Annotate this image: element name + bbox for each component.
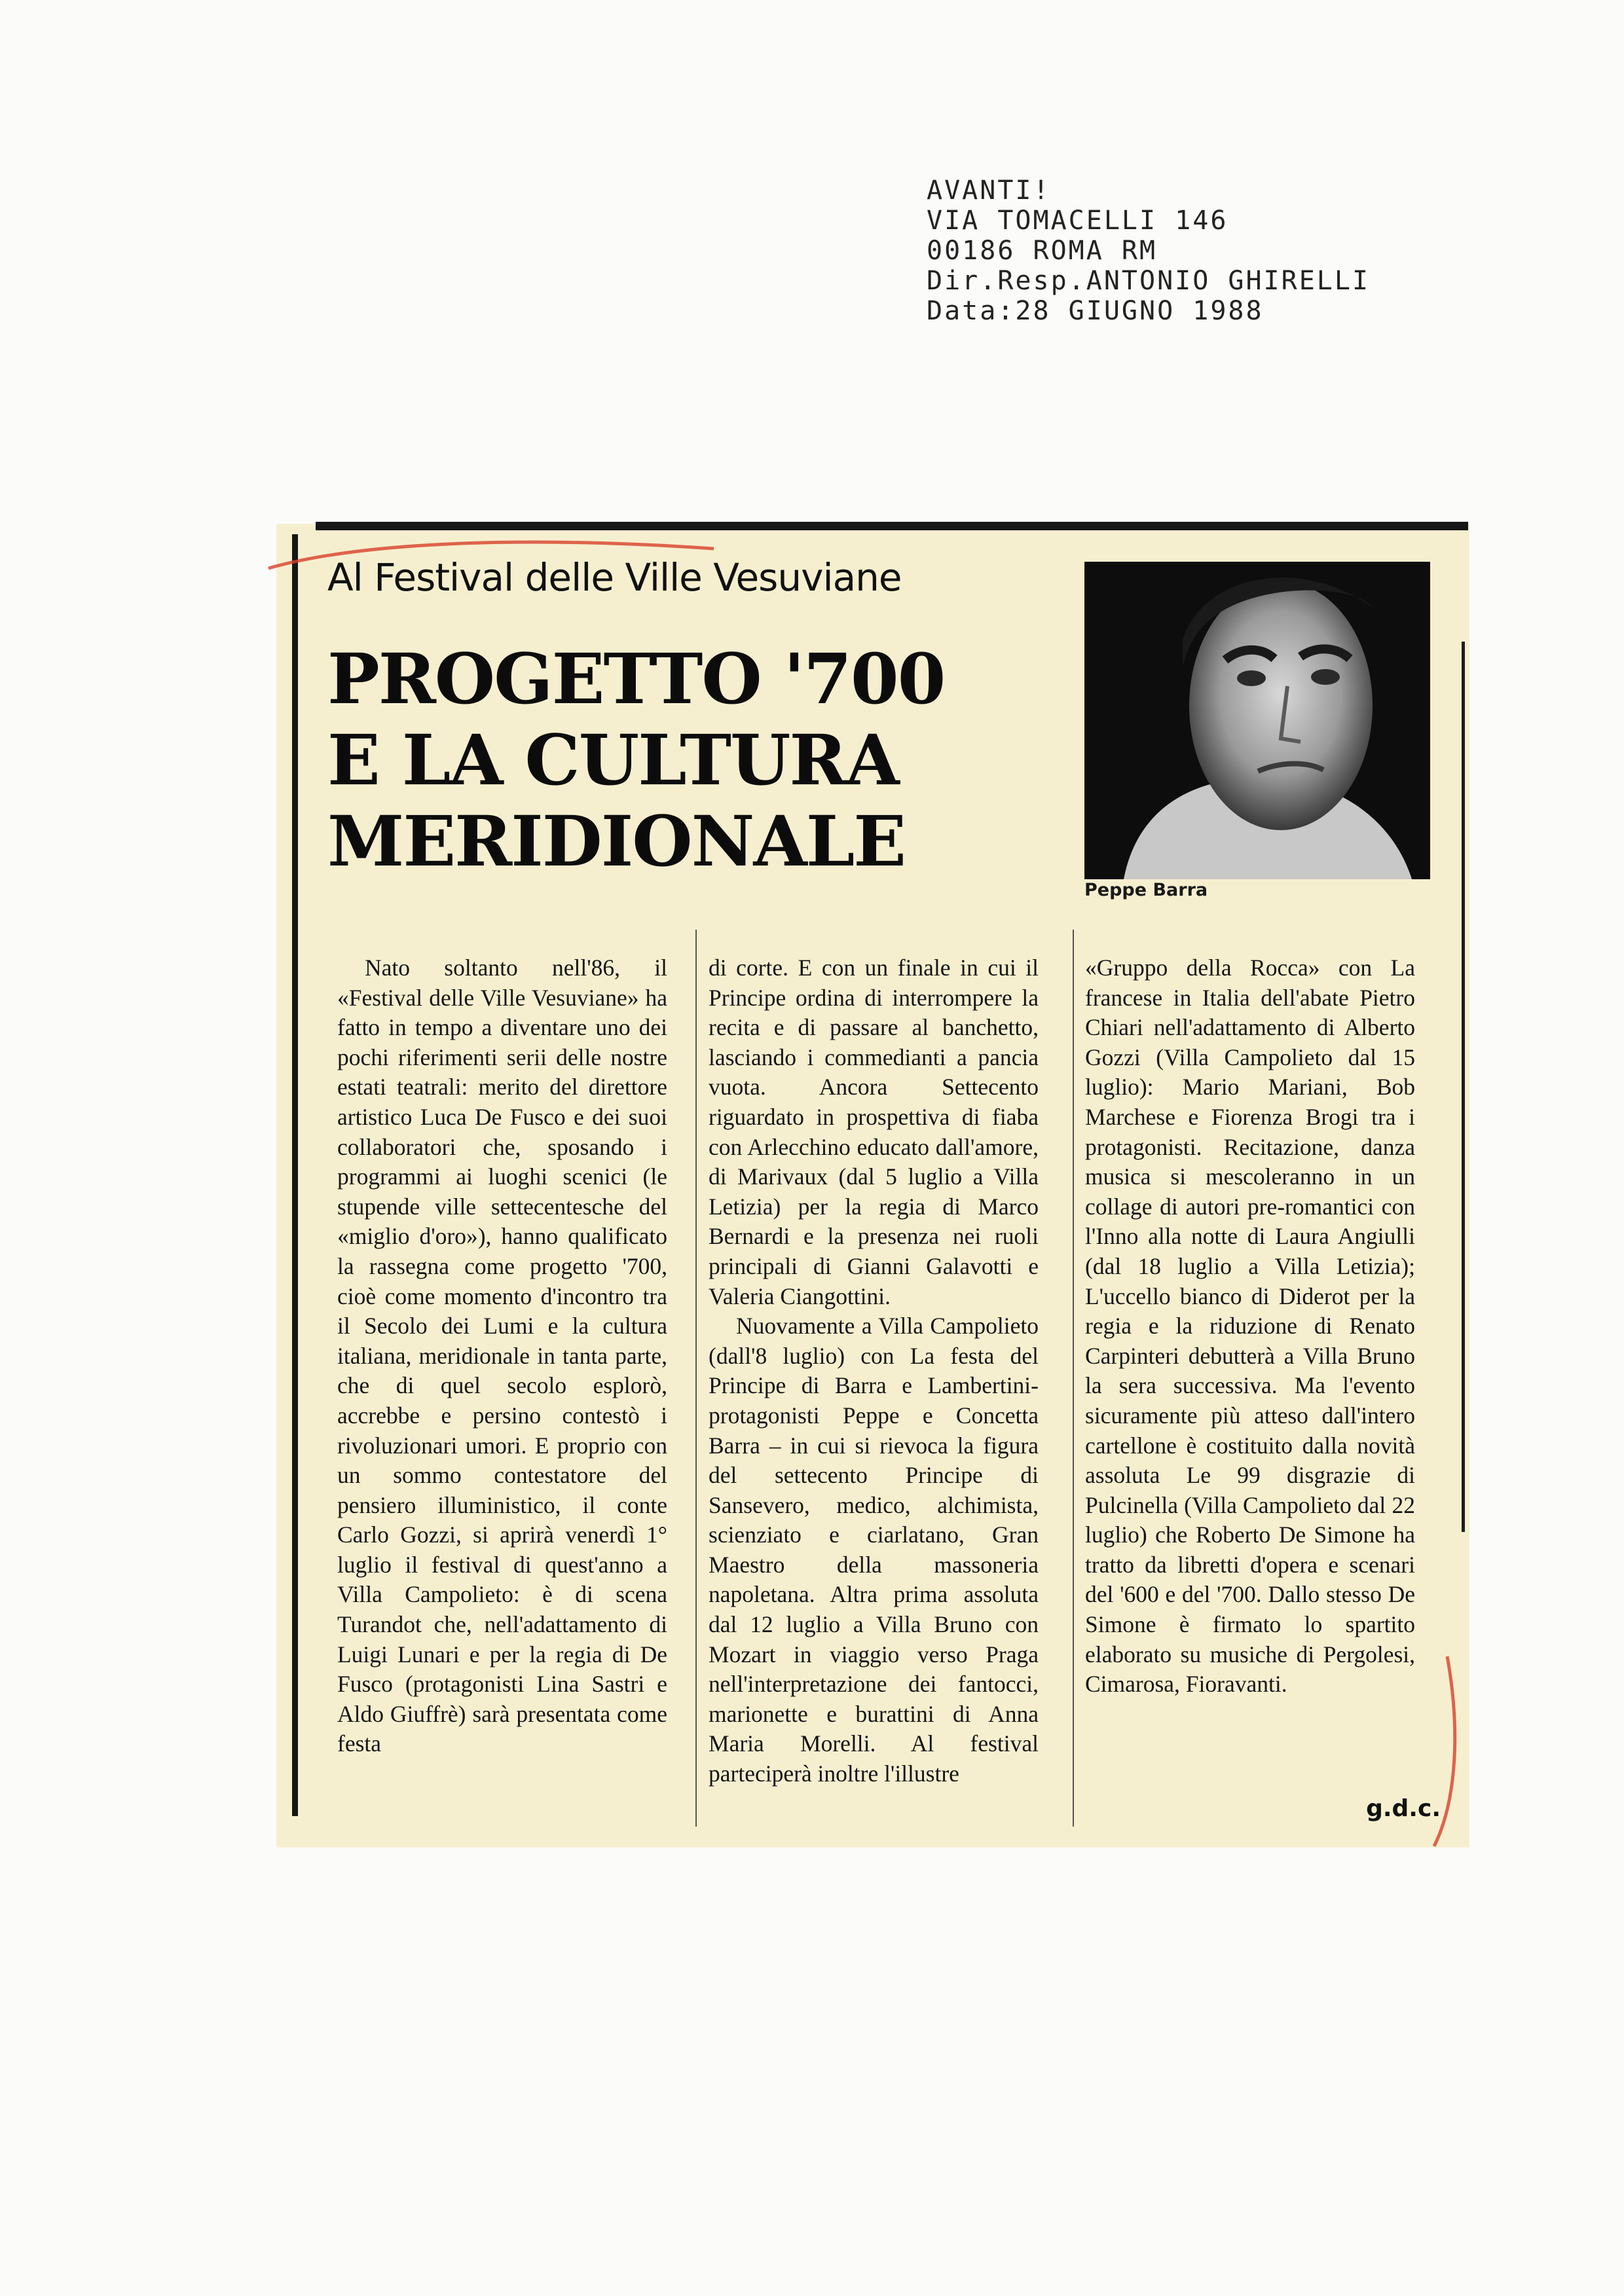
article-column-3 [1085, 953, 1415, 1700]
column-rule [1073, 930, 1074, 1827]
portrait-face-icon [1084, 562, 1430, 879]
archive-stamp [927, 175, 1424, 326]
stamp-line: Data:28 GIUGNO 1988 [927, 296, 1264, 326]
right-rule [1462, 642, 1465, 1532]
stamp-line: AVANTI! [927, 175, 1051, 206]
stamp-line: 00186 ROMA RM [927, 236, 1158, 266]
article-column-1 [337, 953, 667, 1759]
article-kicker: Al Festival delle Ville Vesuviane [327, 555, 902, 600]
article-column-2 [709, 953, 1039, 1789]
column-rule [695, 930, 697, 1827]
paragraph: Nato soltanto nell'86, il «Festival delle Ville Vesuviane» ha fatto in tempo a diventare uno dei pochi riferimenti serii delle nostre estati teatrali: merito del direttore artistico Luca De Fusco e dei suoi collaboratori che, sposando i programmi ai luoghi scenici (le stupende ville settecentesche del «miglio d'oro»), hanno qualificato la rassegna come progetto '700, cioè come momento d'incontro tra il Secolo dei Lumi e la cultura italiana, meridionale in tanta parte, che di quel secolo esplorò, accrebbe e persino contestò i rivoluzionari umori. E proprio con un sommo contestatore del pensiero illuministico, il conte Carlo Gozzi, si aprirà venerdì 1° luglio il festival di quest'anno a Villa Campolieto: è di scena Turandot che, nell'adattamento di Luigi Lunari e per la regia di De Fusco (protagonisti Lina Sastri e Aldo Giuffrè) sarà presentata come festa [337, 955, 667, 1757]
headline-line: E LA CULTURA [327, 719, 898, 801]
portrait-photo [1084, 562, 1430, 879]
left-rule [292, 534, 298, 1816]
article-headline [327, 638, 1087, 882]
author-signature: g.d.c. [1366, 1795, 1441, 1822]
marker-stroke-icon [1428, 1650, 1467, 1853]
photo-caption: Peppe Barra [1084, 880, 1208, 900]
paragraph: Nuovamente a Villa Campolieto (dall'8 luglio) con La festa del Principe di Barra e Lambertini-protagonisti Peppe e Concetta Barra – in cui si rievoca la figura del settecento Principe di Sansevero, medico, alchimista, scienziato e ciarlatano, Gran Maestro della massoneria napoletana. Altra prima assoluta dal 12 luglio a Villa Bruno con Mozart in viaggio verso Praga nell'interpretazione dei fantocci, marionette e burattini di Anna Maria Morelli. Al festival parteciperà inoltre l'illustre [709, 1313, 1039, 1787]
paragraph: «Gruppo della Rocca» con La francese in Italia dell'abate Pietro Chiari nell'adattamento di Alberto Gozzi (Villa Campolieto dal 15 luglio): Mario Mariani, Bob Marchese e Fiorenza Brogi tra i protagonisti. Recitazione, danza musica si mescoleranno in un collage di autori pre-romantici con l'Inno alla notte di Laura Angiulli (dal 18 luglio a Villa Letizia); L'uccello bianco di Diderot per la regia e la riduzione di Renato Carpinteri debutterà a Villa Bruno la sera successiva. Ma l'evento sicuramente più atteso dall'intero cartellone è costituito dalla novità assoluta Le 99 disgrazie di Pulcinella (Villa Campolieto dal 22 luglio) che Roberto De Simone ha tratto da libretti d'opera e scenari del '600 e del '700. Dallo stesso De Simone è firmato lo spartito elaborato su musiche di Pergolesi, Cimarosa, Fioravanti. [1085, 955, 1415, 1698]
paragraph: di corte. E con un finale in cui il Principe ordina di interrompere la recita e di passare al banchetto, lasciando i commedianti a pancia vuota. Ancora Settecento riguardato in prospettiva di fiaba con Arlecchino educato dall'amore, di Marivaux (dal 5 luglio a Villa Letizia) per la regia di Marco Bernardi e la presenza nei ruoli principali di Gianni Galavotti e Valeria Ciangottini. [709, 955, 1039, 1309]
stamp-line: Dir.Resp.ANTONIO GHIRELLI [927, 266, 1371, 296]
headline-line: MERIDIONALE [327, 800, 906, 882]
stamp-line: VIA TOMACELLI 146 [927, 206, 1228, 236]
headline-line: PROGETTO '700 [327, 638, 945, 720]
